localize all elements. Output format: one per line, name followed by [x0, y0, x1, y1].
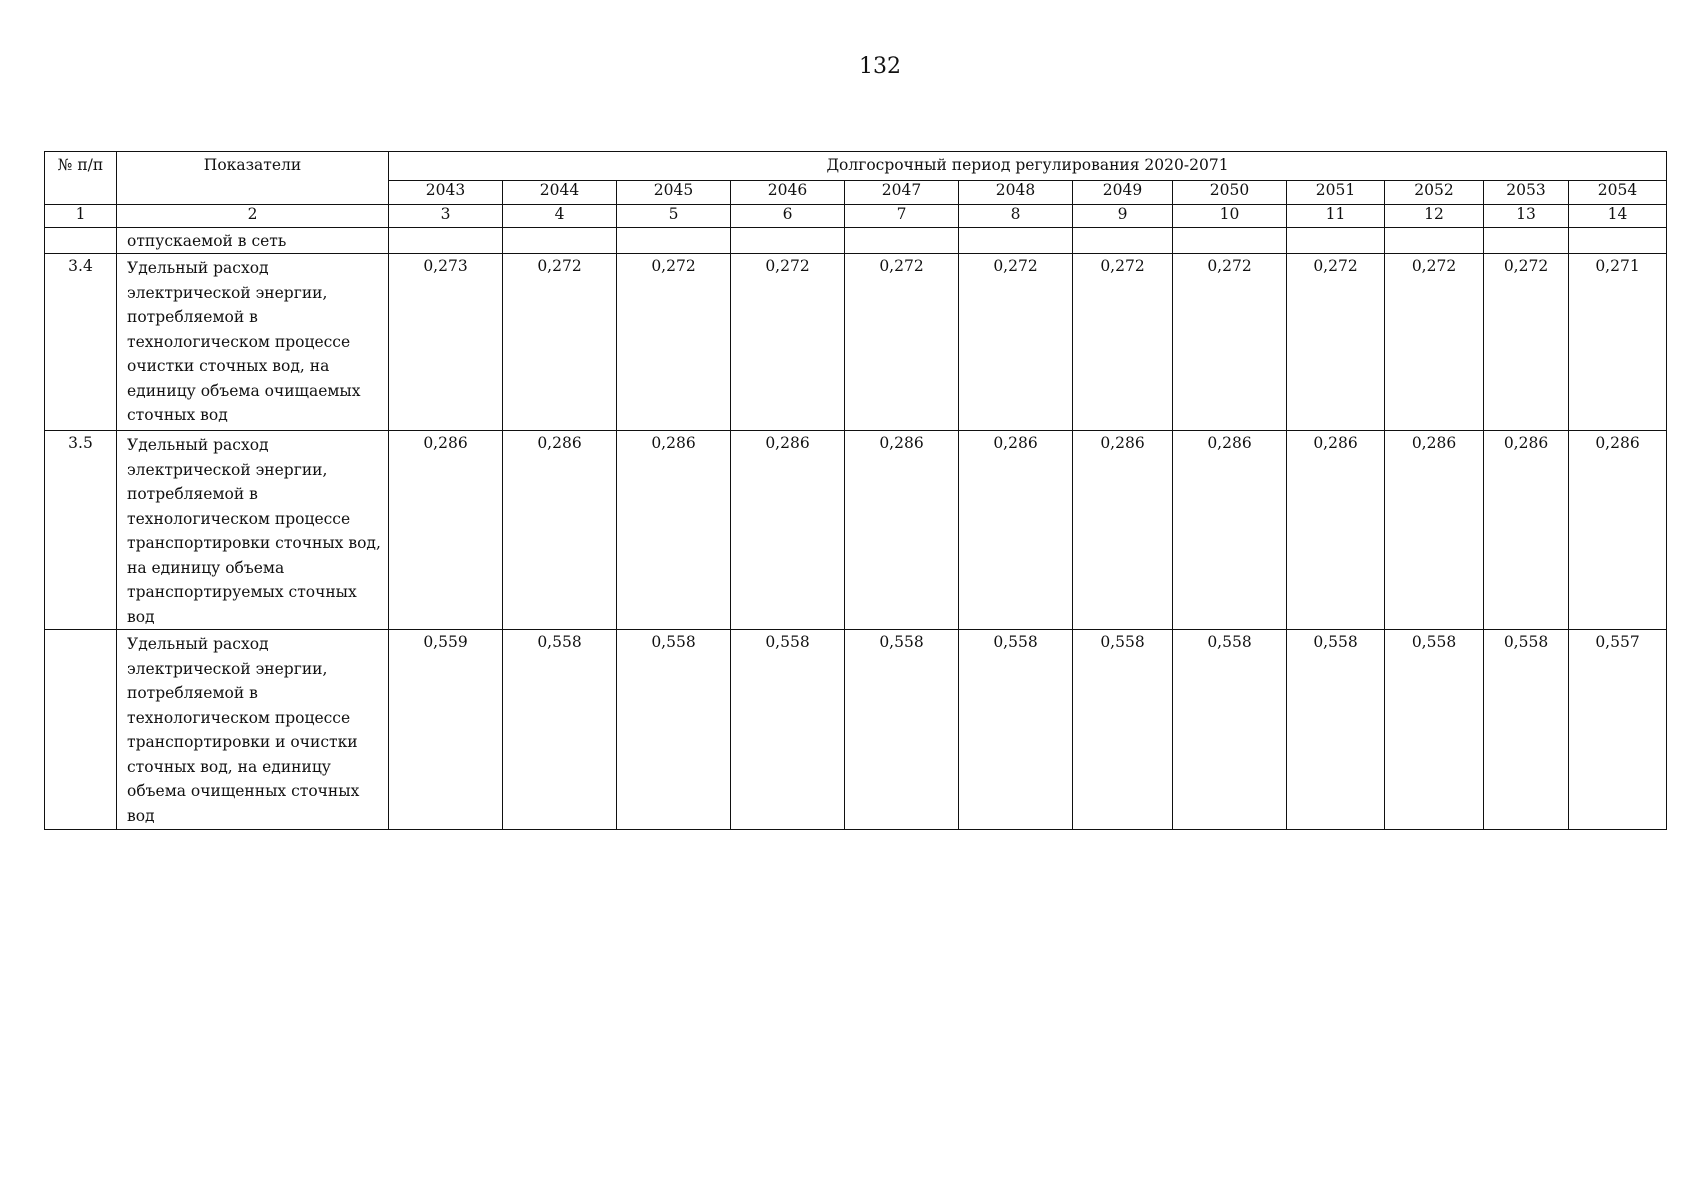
column-number: 4 [503, 205, 617, 228]
indicator-text: Удельный расход электрической энергии, потребляемой в технологическом процессе транспортировки сточных вод, на единицу объема транспортируемых сточных вод [117, 431, 389, 630]
value-cell: 0,557 [1569, 630, 1667, 830]
value-cell: 0,286 [1073, 431, 1173, 630]
year-header: 2046 [731, 181, 845, 205]
value-cell [1385, 228, 1484, 254]
value-cell: 0,272 [1173, 254, 1287, 431]
value-cell: 0,271 [1569, 254, 1667, 431]
value-cell: 0,286 [959, 431, 1073, 630]
column-number: 9 [1073, 205, 1173, 228]
column-number: 13 [1484, 205, 1569, 228]
value-cell [1287, 228, 1385, 254]
year-header: 2044 [503, 181, 617, 205]
year-header: 2048 [959, 181, 1073, 205]
column-number: 1 [45, 205, 117, 228]
value-cell [1484, 228, 1569, 254]
column-number: 2 [117, 205, 389, 228]
value-cell [959, 228, 1073, 254]
value-cell [1173, 228, 1287, 254]
value-cell: 0,272 [503, 254, 617, 431]
column-number: 6 [731, 205, 845, 228]
year-header: 2043 [389, 181, 503, 205]
value-cell [389, 228, 503, 254]
column-number: 11 [1287, 205, 1385, 228]
value-cell: 0,286 [1569, 431, 1667, 630]
year-header: 2053 [1484, 181, 1569, 205]
value-cell [845, 228, 959, 254]
value-cell: 0,286 [503, 431, 617, 630]
column-number: 7 [845, 205, 959, 228]
value-cell: 0,272 [959, 254, 1073, 431]
value-cell: 0,272 [1385, 254, 1484, 431]
row-num [45, 228, 117, 254]
value-cell: 0,272 [731, 254, 845, 431]
table-row [45, 431, 1667, 630]
value-cell: 0,272 [845, 254, 959, 431]
year-header: 2054 [1569, 181, 1667, 205]
table-row [45, 254, 1667, 431]
value-cell: 0,558 [845, 630, 959, 830]
value-cell: 0,286 [1484, 431, 1569, 630]
row-num [45, 630, 117, 830]
indicator-text: Удельный расход электрической энергии, потребляемой в технологическом процессе очистки сточных вод, на единицу объема очищаемых сточных вод [117, 254, 389, 431]
value-cell: 0,286 [1173, 431, 1287, 630]
indicators-table [44, 151, 1667, 830]
header-num: № п/п [45, 152, 117, 205]
column-number: 8 [959, 205, 1073, 228]
year-header: 2047 [845, 181, 959, 205]
value-cell: 0,558 [959, 630, 1073, 830]
value-cell: 0,286 [845, 431, 959, 630]
column-number: 12 [1385, 205, 1484, 228]
value-cell: 0,559 [389, 630, 503, 830]
page-number: 132 [859, 54, 901, 79]
value-cell: 0,272 [1484, 254, 1569, 431]
header-indicator: Показатели [117, 152, 389, 205]
header-period: Долгосрочный период регулирования 2020-2071 [389, 152, 1667, 181]
table-row [45, 630, 1667, 830]
value-cell: 0,286 [1385, 431, 1484, 630]
year-header: 2050 [1173, 181, 1287, 205]
value-cell: 0,558 [1385, 630, 1484, 830]
row-num: 3.4 [45, 254, 117, 431]
value-cell: 0,558 [617, 630, 731, 830]
value-cell: 0,286 [1287, 431, 1385, 630]
value-cell: 0,272 [617, 254, 731, 431]
indicator-text: отпускаемой в сеть [117, 228, 389, 254]
value-cell: 0,272 [1287, 254, 1385, 431]
header-row-top [45, 152, 1667, 181]
value-cell: 0,272 [1073, 254, 1173, 431]
column-number: 10 [1173, 205, 1287, 228]
year-header: 2045 [617, 181, 731, 205]
value-cell: 0,286 [731, 431, 845, 630]
value-cell: 0,286 [617, 431, 731, 630]
year-header: 2049 [1073, 181, 1173, 205]
value-cell: 0,558 [1073, 630, 1173, 830]
value-cell: 0,558 [1173, 630, 1287, 830]
value-cell: 0,558 [503, 630, 617, 830]
value-cell: 0,558 [731, 630, 845, 830]
column-number: 5 [617, 205, 731, 228]
continuation-row [45, 228, 1667, 254]
value-cell [1569, 228, 1667, 254]
value-cell [1073, 228, 1173, 254]
indicator-text: Удельный расход электрической энергии, потребляемой в технологическом процессе транспортировки и очистки сточных вод, на единицу объема очищенных сточных вод [117, 630, 389, 830]
row-num: 3.5 [45, 431, 117, 630]
value-cell [503, 228, 617, 254]
column-number: 3 [389, 205, 503, 228]
value-cell: 0,558 [1287, 630, 1385, 830]
year-header: 2051 [1287, 181, 1385, 205]
value-cell [617, 228, 731, 254]
value-cell [731, 228, 845, 254]
column-number: 14 [1569, 205, 1667, 228]
value-cell: 0,273 [389, 254, 503, 431]
year-header: 2052 [1385, 181, 1484, 205]
value-cell: 0,286 [389, 431, 503, 630]
column-number-row [45, 205, 1667, 228]
value-cell: 0,558 [1484, 630, 1569, 830]
